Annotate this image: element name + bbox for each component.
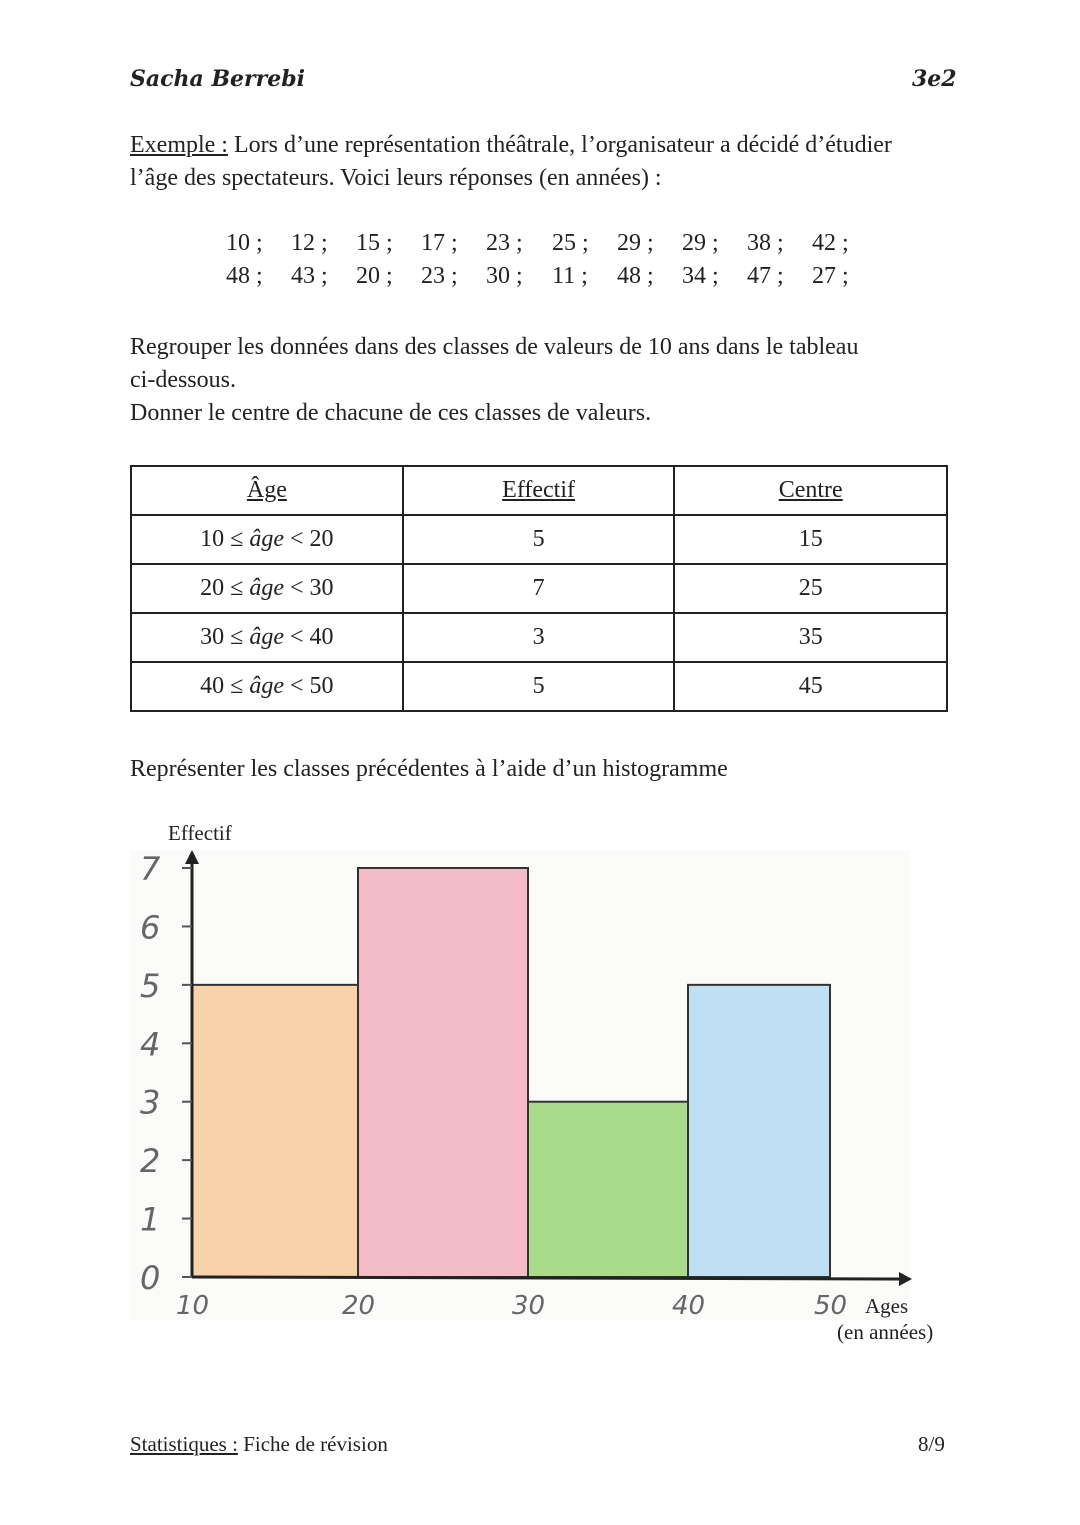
histogram-bar	[192, 985, 358, 1277]
data-value: 30 ;	[486, 263, 523, 289]
x-tick-label: 20	[342, 1291, 376, 1321]
x-axis-sublabel: (en années)	[837, 1320, 934, 1344]
x-tick-label: 10	[176, 1291, 210, 1321]
age-var: âge	[249, 624, 284, 650]
data-value: 17 ;	[421, 230, 458, 256]
page-number: 8/9	[918, 1432, 945, 1456]
y-tick-label: 2	[140, 1142, 161, 1181]
data-value: 42 ;	[812, 230, 849, 256]
footer-label: Statistiques :	[130, 1432, 238, 1456]
header-centre: Centre	[778, 477, 843, 503]
effectif-cell: 3	[403, 613, 675, 662]
y-tick-label: 0	[140, 1259, 161, 1297]
centre-cell: 25	[674, 564, 947, 613]
instruction-line: Donner le centre de chacune de ces classes de valeurs.	[130, 400, 652, 426]
age-low: 20 ≤	[200, 575, 250, 601]
footer	[130, 1432, 388, 1457]
data-value: 25 ;	[552, 230, 589, 256]
header-age: Âge	[246, 477, 287, 503]
instruction-line: Regrouper les données dans des classes de valeurs de 10 ans dans le tableau	[130, 334, 859, 360]
histogram-bar	[528, 1102, 688, 1277]
data-value: 48 ;	[226, 263, 263, 289]
histogram-bar	[688, 985, 830, 1277]
example-text-1: Lors d’une représentation théâtrale, l’organisateur a décidé d’étudier	[227, 132, 892, 158]
x-tick-label: 30	[512, 1291, 546, 1321]
data-value: 20 ;	[356, 263, 393, 289]
footer-text: Fiche de révision	[237, 1432, 388, 1456]
effectif-cell: 5	[403, 515, 675, 564]
data-value: 29 ;	[682, 230, 719, 256]
data-value: 34 ;	[682, 263, 719, 289]
centre-cell: 35	[674, 613, 947, 662]
data-value: 10 ;	[226, 230, 263, 256]
y-tick-label: 6	[140, 908, 161, 947]
y-tick-label: 5	[140, 966, 161, 1005]
data-value: 12 ;	[291, 230, 328, 256]
y-tick-label: 1	[140, 1200, 161, 1239]
centre-cell: 15	[674, 515, 947, 564]
x-axis	[192, 1277, 905, 1279]
histogram-instruction: Représenter les classes précédentes à l’aide d’un histogramme	[130, 756, 728, 782]
data-value: 23 ;	[421, 263, 458, 289]
effectif-cell: 7	[403, 564, 675, 613]
age-high: < 40	[284, 624, 334, 650]
data-value: 27 ;	[812, 263, 849, 289]
data-value: 38 ;	[747, 230, 784, 256]
age-var: âge	[249, 526, 284, 552]
age-var: âge	[249, 673, 284, 699]
data-value: 11 ;	[552, 263, 588, 289]
data-value: 43 ;	[291, 263, 328, 289]
x-axis-label: Ages	[865, 1294, 909, 1318]
y-tick-label: 4	[140, 1025, 161, 1064]
example-label: Exemple :	[130, 132, 228, 158]
class-label: 3e2	[912, 66, 957, 92]
age-high: < 20	[284, 526, 334, 552]
x-tick-label: 40	[672, 1291, 706, 1321]
y-tick-label: 7	[140, 850, 161, 888]
data-value: 15 ;	[356, 230, 393, 256]
author-name: Sacha Berrebi	[130, 66, 305, 92]
age-var: âge	[249, 575, 284, 601]
histogram-bar	[358, 868, 528, 1277]
y-tick-label: 3	[140, 1083, 161, 1122]
age-high: < 50	[284, 673, 334, 699]
age-low: 10 ≤	[200, 526, 250, 552]
example-text-2: l’âge des spectateurs. Voici leurs réponses (en années) :	[130, 165, 662, 191]
age-high: < 30	[284, 575, 334, 601]
data-value: 29 ;	[617, 230, 654, 256]
header-effectif: Effectif	[502, 477, 575, 503]
centre-cell: 45	[674, 662, 947, 711]
instruction-line: ci-dessous.	[130, 367, 236, 393]
data-value: 47 ;	[747, 263, 784, 289]
age-low: 40 ≤	[200, 673, 250, 699]
data-value: 48 ;	[617, 263, 654, 289]
age-low: 30 ≤	[200, 624, 250, 650]
data-value: 23 ;	[486, 230, 523, 256]
x-tick-label: 50	[814, 1291, 848, 1321]
effectif-cell: 5	[403, 662, 675, 711]
y-axis-label: Effectif	[168, 821, 232, 845]
